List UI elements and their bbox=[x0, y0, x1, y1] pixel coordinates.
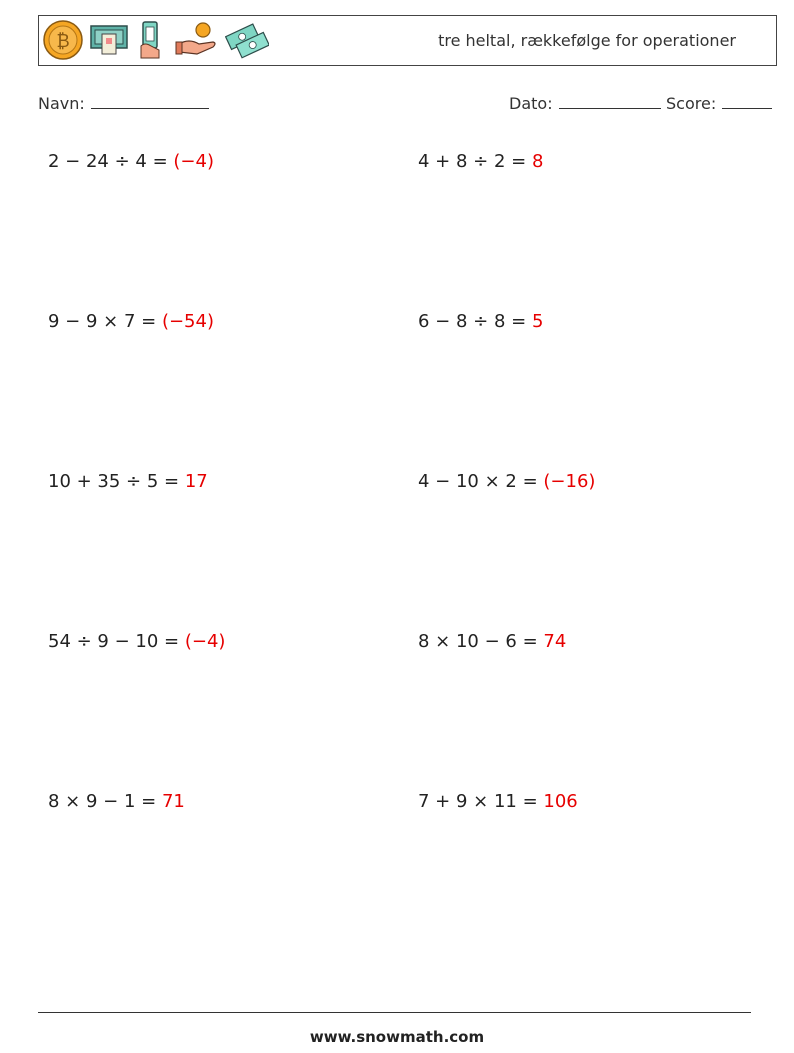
problem-expression: 4 + 8 ÷ 2 = bbox=[418, 151, 532, 172]
problem-expression: 8 × 10 − 6 = bbox=[418, 631, 544, 652]
score-label: Score: bbox=[666, 94, 717, 113]
problem-8 bbox=[418, 631, 566, 652]
worksheet-header bbox=[38, 15, 777, 66]
problem-answer: 74 bbox=[543, 631, 567, 652]
problem-expression: 8 × 9 − 1 = bbox=[48, 791, 162, 812]
problem-answer: 8 bbox=[531, 151, 544, 172]
problem-answer: (−54) bbox=[161, 311, 214, 332]
problem-expression: 6 − 8 ÷ 8 = bbox=[418, 311, 532, 332]
problem-9 bbox=[48, 791, 185, 812]
hand-coin-icon bbox=[175, 20, 219, 64]
problem-2 bbox=[418, 151, 543, 172]
bitcoin-coin-icon bbox=[43, 20, 83, 64]
problem-answer: 17 bbox=[184, 471, 208, 492]
problem-3 bbox=[48, 311, 214, 332]
svg-text:₿: ₿ bbox=[56, 31, 70, 52]
problem-answer: (−4) bbox=[173, 151, 214, 172]
atm-cash-icon bbox=[89, 22, 129, 62]
header-icons bbox=[43, 20, 269, 64]
problem-answer: 5 bbox=[531, 311, 544, 332]
date-field bbox=[509, 92, 661, 113]
problem-5 bbox=[48, 471, 208, 492]
name-blank[interactable] bbox=[91, 92, 209, 109]
problem-answer: 106 bbox=[543, 791, 578, 812]
name-field bbox=[38, 92, 209, 113]
problem-answer: (−4) bbox=[184, 631, 226, 652]
problem-answer: 71 bbox=[161, 791, 185, 812]
problem-answer: (−16) bbox=[543, 471, 596, 492]
problem-10 bbox=[418, 791, 578, 812]
problem-expression: 2 − 24 ÷ 4 = bbox=[48, 151, 174, 172]
problem-1 bbox=[48, 151, 214, 172]
problem-expression: 7 + 9 × 11 = bbox=[418, 791, 544, 812]
phone-payment-icon bbox=[135, 20, 169, 64]
problem-4 bbox=[418, 311, 543, 332]
footer-divider bbox=[38, 1012, 751, 1013]
name-label: Navn: bbox=[38, 94, 85, 113]
score-field bbox=[666, 92, 772, 113]
problem-expression: 54 ÷ 9 − 10 = bbox=[48, 631, 185, 652]
footer-url[interactable]: www.snowmath.com bbox=[309, 1028, 485, 1046]
problem-expression: 10 + 35 ÷ 5 = bbox=[48, 471, 185, 492]
problem-7 bbox=[48, 631, 225, 652]
problem-expression: 9 − 9 × 7 = bbox=[48, 311, 162, 332]
date-blank[interactable] bbox=[559, 92, 661, 109]
worksheet-title: tre heltal, rækkefølge for operationer bbox=[438, 31, 736, 50]
problem-6 bbox=[418, 471, 595, 492]
banknotes-icon bbox=[225, 20, 269, 64]
score-blank[interactable] bbox=[722, 92, 772, 109]
problem-expression: 4 − 10 × 2 = bbox=[418, 471, 544, 492]
date-label: Dato: bbox=[509, 94, 553, 113]
